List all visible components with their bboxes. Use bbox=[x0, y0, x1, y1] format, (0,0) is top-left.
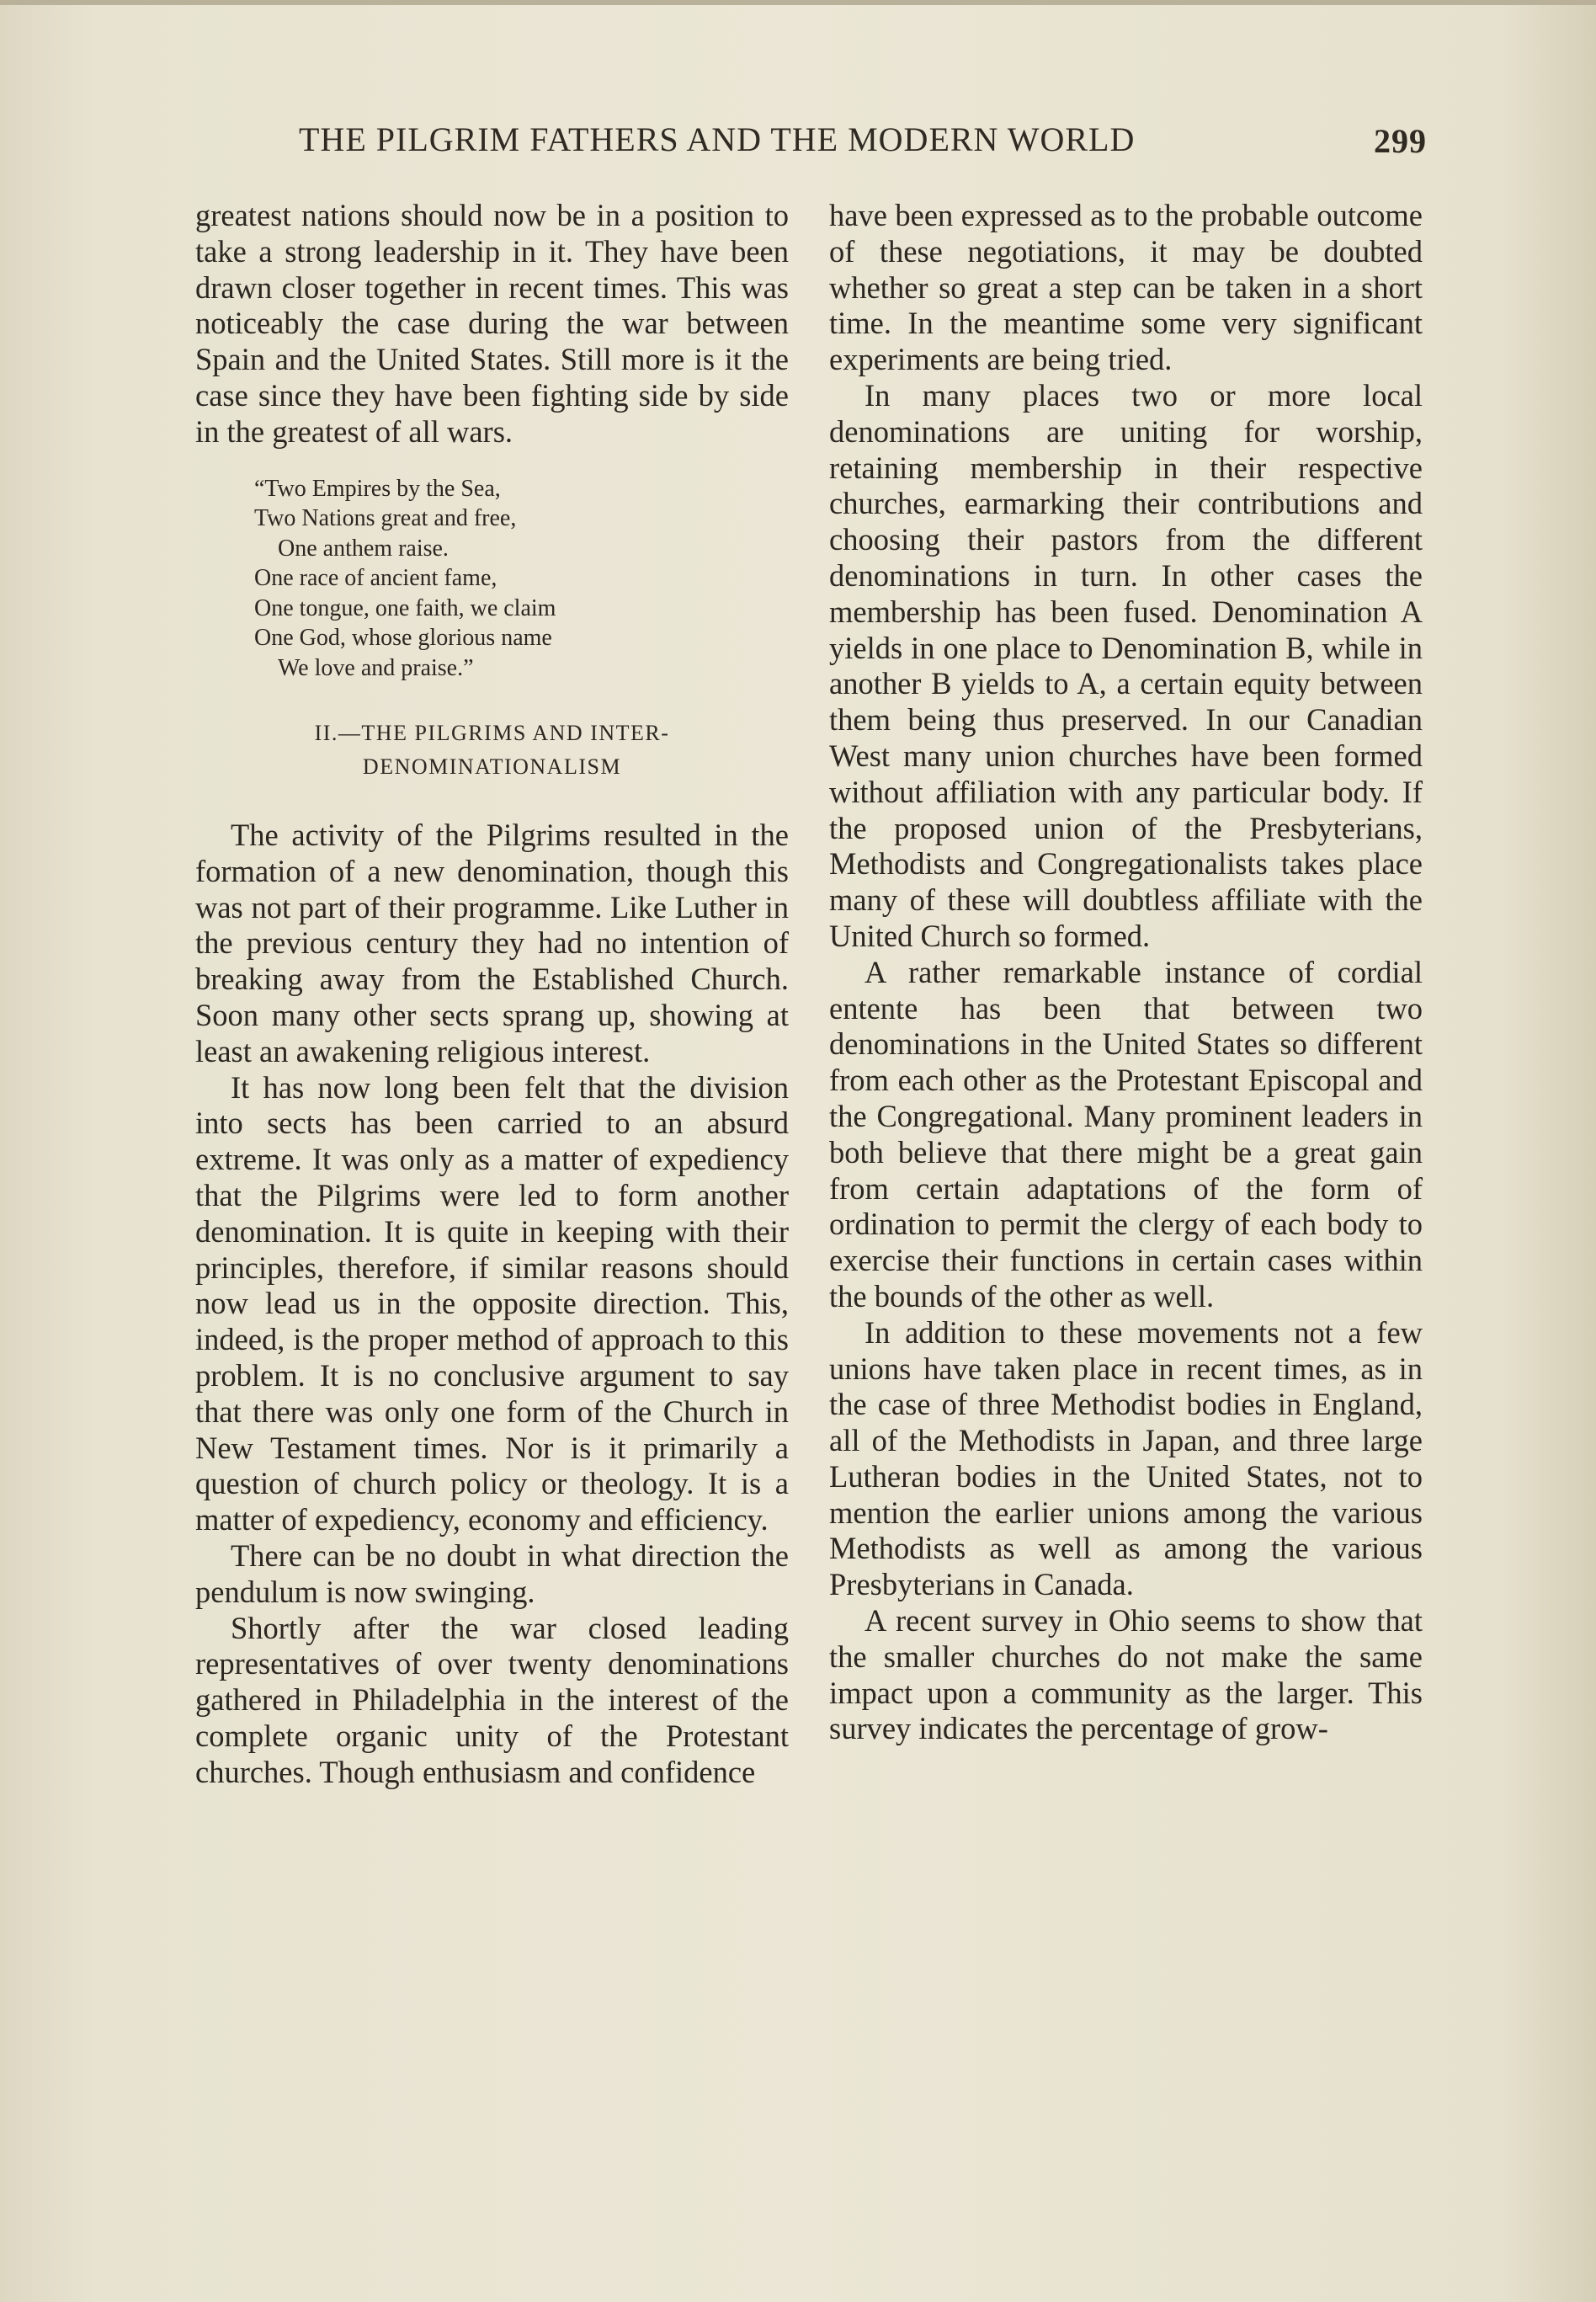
paragraph: A rather remarkable instance of cordial entente has been that between two denominations in the United States so different from each other as the Protestant Episcopal and the Congregational. Many prominent leaders in both believe that there might be a great gain from certain adaptations of the form of ordination to permit the clergy of each body to exercise their functions in certain cases within the bounds of the other as well. bbox=[829, 954, 1423, 1314]
paragraph: A recent survey in Ohio seems to show that the smaller churches do not make the same impact upon a community as the larger. This survey indicates the percentage of grow- bbox=[829, 1603, 1423, 1746]
page-header bbox=[299, 120, 1427, 170]
poem-line: One tongue, one faith, we claim bbox=[254, 594, 556, 621]
poem-line: One race of ancient fame, bbox=[254, 565, 497, 592]
poem-quotation bbox=[254, 474, 789, 684]
paragraph: In addition to these movements not a few unions have taken place in recent times, as in the case of three Methodist bodies in England, all of the Methodists in Japan, and three large Lutheran bodies in the United States, not to mention the earlier unions among the various Methodists as well as among the various Presbyterians in Canada. bbox=[829, 1314, 1423, 1602]
page-top-edge bbox=[0, 0, 1596, 5]
running-title: THE PILGRIM FATHERS AND THE MODERN WORLD bbox=[299, 120, 1136, 158]
section-heading-line: II.—THE PILGRIMS AND INTER- bbox=[314, 721, 670, 746]
poem-line: We love and praise.” bbox=[278, 654, 474, 681]
page-number: 299 bbox=[1374, 122, 1427, 160]
poem-line: Two Nations great and free, bbox=[254, 505, 517, 532]
section-heading-line: DENOMINATIONALISM bbox=[362, 754, 622, 780]
right-column bbox=[829, 198, 1423, 1747]
paragraph: It has now long been felt that the division into sects has been carried to an absurd extreme. It was only as a matter of expediency that the Pilgrims were led to form another denomination. It is quite in keeping with their principles, therefore, if similar reasons should now lead us in the opposite direction. This, indeed, is the proper method of approach to this problem. It is no conclusive argument to say that there was only one form of the Church in New Testament times. Nor is it primarily a question of church policy or theology. It is a matter of expediency, economy and efficiency. bbox=[195, 1069, 789, 1537]
paragraph: greatest nations should now be in a position to take a strong leadership in it. They have been drawn closer together in recent times. This was noticeably the case during the war between Spain and the United States. Still more is it the case since they have been fighting side by side in the greatest of all wars. bbox=[195, 198, 789, 449]
poem-line: One God, whose glorious name bbox=[254, 625, 552, 652]
paragraph: Shortly after the war closed leading representatives of over twenty denominations gathered in Philadelphia in the interest of the complete organic unity of the Protestant churches. Though enthusiasm and confidence bbox=[195, 1610, 789, 1789]
section-heading bbox=[195, 717, 789, 784]
poem-line: One anthem raise. bbox=[278, 535, 449, 562]
paragraph: have been expressed as to the probable outcome of these negotiations, it may be doubted whether so great a step can be taken in a short time. In the meantime some very significant experiments are being tried. bbox=[829, 198, 1423, 377]
paragraph: In many places two or more local denominations are uniting for worship, retaining membership in their respective churches, earmarking their contributions and choosing their pastors from the different denominations in turn. In other cases the membership has been fused. Denomination A yields in one place to Denomination B, while in another B yields to A, a certain equity between them being thus preserved. In our Canadian West many union churches have been formed without affiliation with any particular body. If the proposed union of the Presbyterians, Methodists and Congregationalists takes place many of these will doubtless affiliate with the United Church so formed. bbox=[829, 377, 1423, 953]
paragraph: There can be no doubt in what direction the pendulum is now swinging. bbox=[195, 1538, 789, 1609]
left-column bbox=[195, 198, 789, 1791]
poem-line: “Two Empires by the Sea, bbox=[254, 475, 501, 502]
paragraph: The activity of the Pilgrims resulted in the formation of a new denomination, though this was not part of their programme. Like Luther in the previous century they had no intention of breaking away from the Established Church. Soon many other sects sprang up, showing at least an awakening religious interest. bbox=[195, 818, 789, 1068]
